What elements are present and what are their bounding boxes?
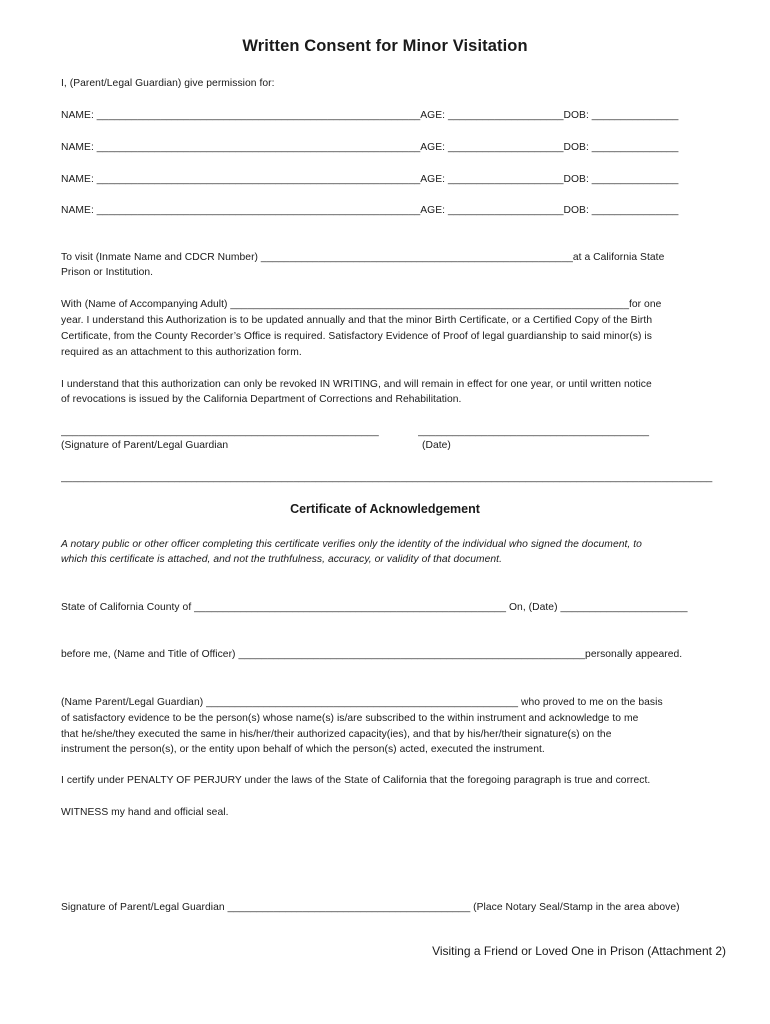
guardian-text-1: of satisfactory evidence to be the person(s) whose name(s) is/are subscribed to the within instrument and acknowledge to me — [61, 713, 639, 724]
notary-note-1: A notary public or other officer completing this certificate verifies only the identity of the individual who signed the document, to — [61, 539, 642, 550]
authorization-text-2: Certificate, from the County Recorder’s Office is required. Satisfactory Evidence of Proof of legal guardianship to said minor(s) is — [61, 331, 652, 342]
signature-label: (Signature of Parent/Legal Guardian — [61, 440, 229, 451]
date-label: (Date) — [422, 440, 451, 451]
minor-row-2[interactable]: NAME: ________________________________________________________AGE: ____________________DOB: _______________ — [61, 142, 679, 153]
minor-row-1[interactable]: NAME: ________________________________________________________AGE: ____________________DOB: _______________ — [61, 110, 679, 121]
revocation-text-2: of revocations is issued by the California Department of Corrections and Rehabilitation. — [61, 394, 462, 405]
minor-row-3[interactable]: NAME: ________________________________________________________AGE: ____________________DOB: _______________ — [61, 174, 679, 185]
perjury-statement: I certify under PENALTY OF PERJURY under the laws of the State of California that the foregoing paragraph is true and correct. — [61, 775, 651, 786]
authorization-text-3: required as an attachment to this authorization form. — [61, 347, 302, 358]
signature-line[interactable]: _______________________________________________________ — [61, 426, 379, 437]
final-signature-field[interactable]: Signature of Parent/Legal Guardian __________________________________________ (Place Notary Seal/Stamp in the area above) — [61, 902, 680, 913]
revocation-text-1: I understand that this authorization can only be revoked IN WRITING, and will remain in effect for one year, or until written notice — [61, 379, 652, 390]
guardian-text-3: instrument the person(s), or the entity upon behalf of which the person(s) acted, executed the instrument. — [61, 744, 545, 755]
date-line[interactable]: ________________________________________ — [418, 426, 650, 437]
officer-name-field[interactable]: before me, (Name and Title of Officer) ____________________________________________________________personally appeared. — [61, 649, 683, 660]
inmate-name-field[interactable]: To visit (Inmate Name and CDCR Number) ______________________________________________________at a California State — [61, 252, 665, 263]
county-date-field[interactable]: State of California County of ______________________________________________________ On, (Date) ______________________ — [61, 602, 688, 613]
visit-text-continued: Prison or Institution. — [61, 267, 154, 278]
footer-attachment-label: Visiting a Friend or Loved One in Prison (Attachment 2) — [432, 944, 726, 958]
form-title: Written Consent for Minor Visitation — [242, 37, 528, 55]
intro-text: I, (Parent/Legal Guardian) give permission for: — [61, 78, 275, 89]
minor-row-4[interactable]: NAME: ________________________________________________________AGE: ____________________DOB: _______________ — [61, 205, 679, 216]
guardian-text-2: that he/she/they executed the same in his/her/their authorized capacity(ies), and that by his/her/their signature(s) on the — [61, 729, 612, 740]
accompanying-adult-field[interactable]: With (Name of Accompanying Adult) _____________________________________________________________________for one — [61, 299, 662, 310]
notary-note-2: which this certificate is attached, and not the truthfulness, accuracy, or validity of that document. — [61, 554, 502, 565]
acknowledgement-title: Certificate of Acknowledgement — [290, 502, 480, 516]
witness-statement: WITNESS my hand and official seal. — [61, 807, 229, 818]
guardian-name-field[interactable]: (Name Parent/Legal Guardian) ______________________________________________________ who proved to me on the basis — [61, 697, 663, 708]
section-separator: ___________________________________________________________________________________________________________________ — [61, 472, 713, 483]
authorization-text-1: year. I understand this Authorization is to be updated annually and that the minor Birth Certificate, or a Certified Copy of the Birth — [61, 315, 653, 326]
